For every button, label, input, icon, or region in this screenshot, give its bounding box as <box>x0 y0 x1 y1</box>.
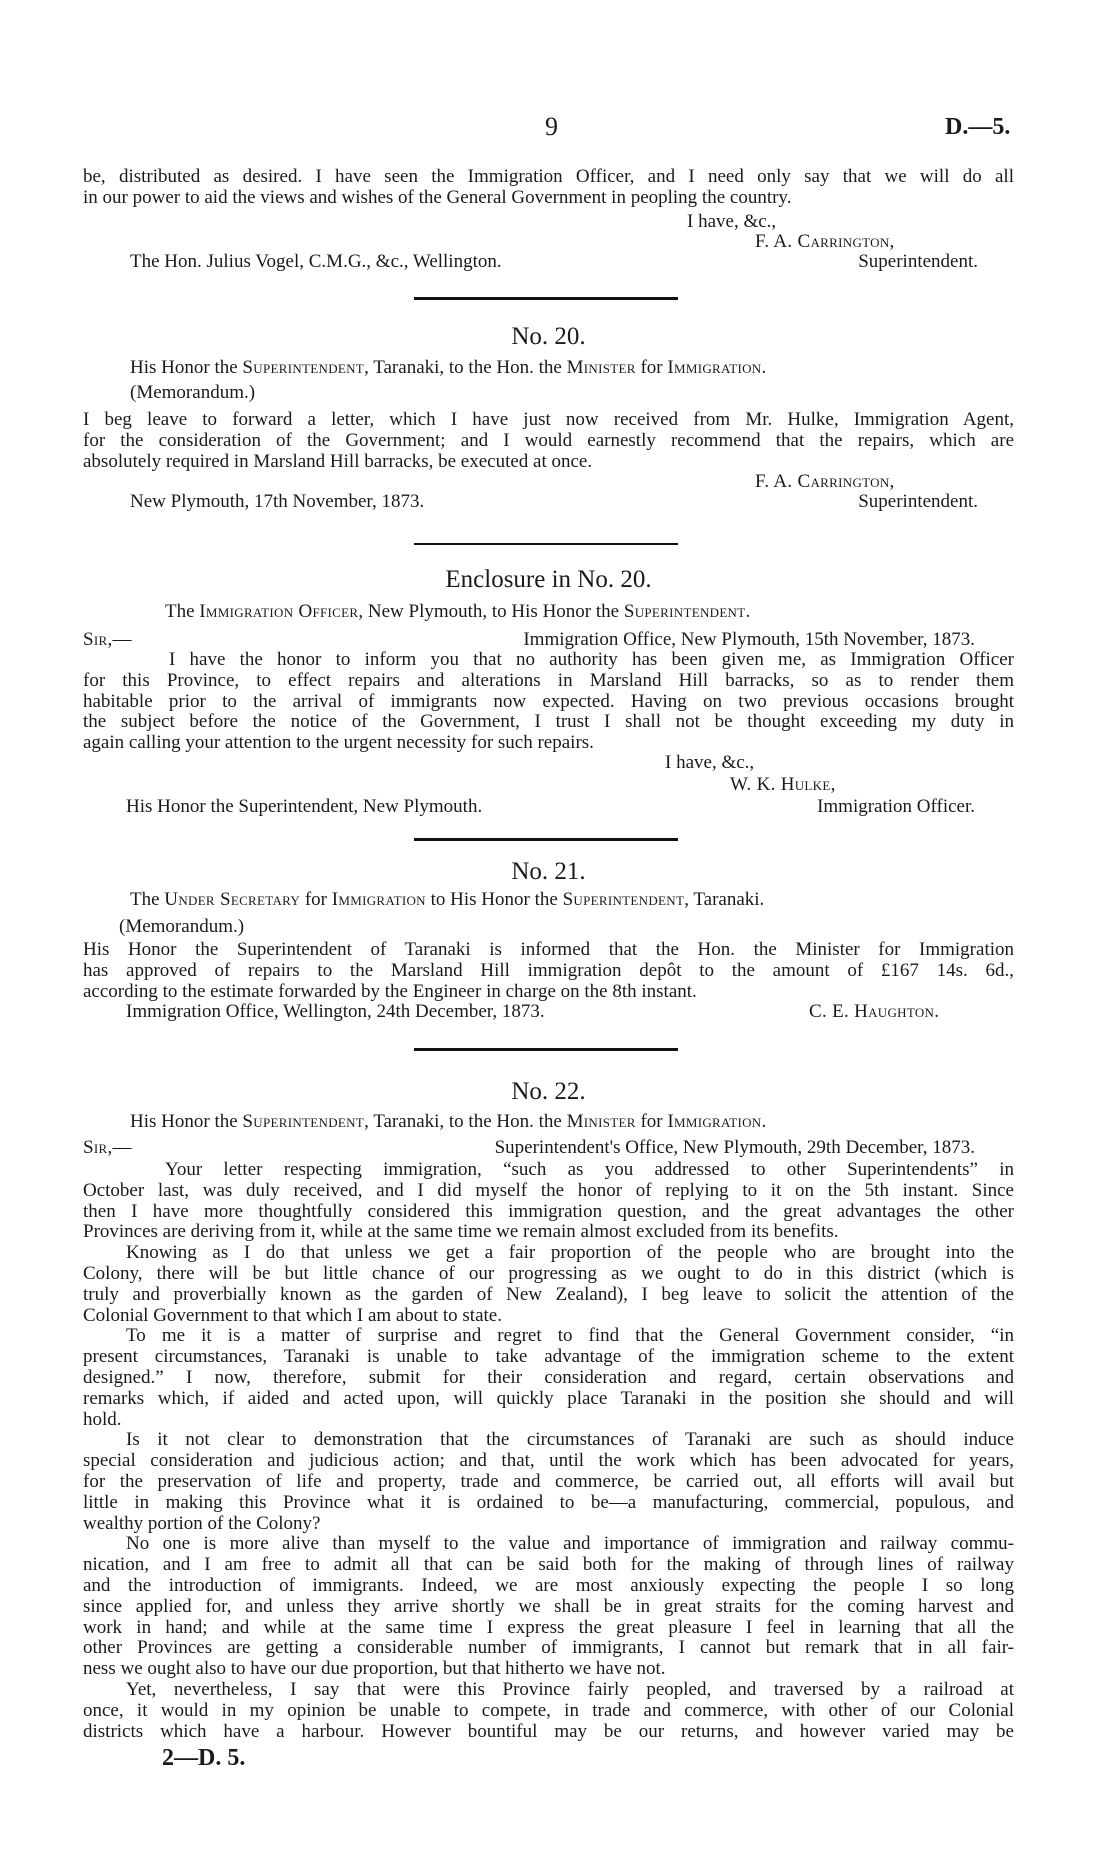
signature-mark: 2—D. 5. <box>162 1745 246 1771</box>
text-line: work in hand; and while at the same time I express the great pleasure I feel in learning that all the <box>83 1616 1014 1638</box>
text-line: absolutely required in Marsland Hill barracks, be executed at once. <box>83 450 593 472</box>
salutation: Sir,— <box>83 629 132 650</box>
signer-title: Superintendent. <box>858 491 978 512</box>
text-line: Yet, nevertheless, I say that were this Province fairly peopled, and traversed by a railroad at <box>126 1678 1014 1700</box>
text-line: I beg leave to forward a letter, which I have just now received from Mr. Hulke, Immigration Agent, <box>83 409 1014 430</box>
letter-heading <box>130 357 766 378</box>
text-line: present circumstances, Taranaki is unable to take advantage of the immigration scheme to the extent <box>83 1346 1014 1368</box>
section-title-no-20: No. 20. <box>511 323 586 350</box>
text-line: Colonial Government to that which I am about to state. <box>83 1304 502 1326</box>
text-line: ness we ought also to have our due proportion, but that hitherto we have not. <box>83 1658 666 1680</box>
heading-role: Under Secretary <box>164 889 301 910</box>
dateline: Immigration Office, New Plymouth, 15th November, 1873. <box>523 629 975 650</box>
paragraph-continues <box>83 1680 1014 1742</box>
text-line: Is it not clear to demonstration that the circumstances of Taranaki are such as should induce <box>126 1429 1014 1451</box>
text-line: special consideration and judicious action; and that, until the work which has been advocated for years, <box>83 1450 1014 1472</box>
signer-name: F. A. Carrington, <box>755 471 895 492</box>
heading-role: Superintendent <box>623 601 746 622</box>
text-line: for the preservation of life and property, trade and commerce, be carried out, all efforts will avail but <box>83 1470 1014 1492</box>
section-divider <box>414 1048 678 1051</box>
paragraph <box>83 1534 1014 1680</box>
text-line: remarks which, if aided and acted upon, will quickly place Taranaki in the position she should and will <box>83 1387 1014 1409</box>
text-line: Provinces are deriving from it, while at the same time we remain almost excluded from its benefits. <box>83 1221 839 1243</box>
text-line: has approved of repairs to the Marsland Hill immigration depôt to the amount of £167 14s. 6d., <box>83 959 1014 981</box>
continuation-paragraph <box>83 167 1014 209</box>
section-divider <box>414 543 678 545</box>
addressee: His Honor the Superintendent, New Plymouth. <box>126 796 483 817</box>
heading-text: for <box>635 1111 668 1132</box>
heading-text: . <box>761 1111 767 1132</box>
heading-role: Immigration <box>331 889 426 910</box>
heading-text: , Taranaki, to the Hon. the <box>364 1111 567 1132</box>
document-reference: D.—5. <box>945 114 1011 140</box>
heading-role: Minister <box>566 357 636 378</box>
section-title-no-22: No. 22. <box>511 1078 586 1105</box>
section-divider <box>414 838 678 841</box>
section-divider <box>414 297 678 300</box>
paragraph <box>83 1160 1014 1243</box>
text-line: again calling your attention to the urgent necessity for such repairs. <box>83 732 594 754</box>
text-line: habitable prior to the arrival of immigrants now expected. Having on two previous occasions brought <box>83 690 1014 712</box>
heading-text: His Honor the <box>130 357 243 378</box>
text-line: for the consideration of the Government; and I would earnestly recommend that the repairs, which are <box>83 429 1014 451</box>
salutation: Sir,— <box>83 1137 132 1158</box>
closing: I have, &c., <box>687 211 777 232</box>
paragraph <box>83 1430 1014 1534</box>
heading-text: The <box>165 601 200 622</box>
closing: I have, &c., <box>665 752 755 773</box>
text-line: Colony, there will be but little chance of our progressing as we ought to do in this district (which is <box>83 1262 1014 1284</box>
paragraph <box>83 1243 1014 1326</box>
dateline: Superintendent's Office, New Plymouth, 29th December, 1873. <box>494 1137 975 1158</box>
signer-name: F. A. Carrington, <box>755 231 895 252</box>
heading-role: Immigration <box>667 357 762 378</box>
place-date: New Plymouth, 17th November, 1873. <box>130 491 425 512</box>
heading-role: Immigration Officer <box>199 601 359 622</box>
text-line: then I have more thoughtfully considered this immigration question, and the great advantages the other <box>83 1200 1014 1222</box>
text-line: and the introduction of immigrants. Indeed, we are most anxiously expecting the people I so long <box>83 1574 1014 1596</box>
text-line: truly and proverbially known as the garden of New Zealand), I beg leave to solicit the attention of the <box>83 1283 1014 1305</box>
signer-name: W. K. Hulke, <box>730 774 836 795</box>
memorandum-label: (Memorandum.) <box>119 916 245 937</box>
text-line: Your letter respecting immigration, “such as you addressed to other Superintendents” in <box>165 1159 1014 1180</box>
place-date: Immigration Office, Wellington, 24th December, 1873. <box>126 1001 545 1022</box>
letter-body <box>83 410 1014 472</box>
text-line: Knowing as I do that unless we get a fair proportion of the people who are brought into the <box>126 1242 1014 1264</box>
heading-text: for <box>300 889 332 910</box>
signer-title: Superintendent. <box>858 251 978 272</box>
text-line: districts which have a harbour. However bountiful may be our returns, and however varied may be <box>83 1720 1014 1742</box>
memorandum-body <box>83 940 1014 1002</box>
text-line: little in making this Province what it is ordained to be—a manufacturing, commercial, populous, and <box>83 1491 1014 1513</box>
heading-text: for <box>635 357 668 378</box>
heading-role: Superintendent <box>242 1111 365 1132</box>
text-line: To me it is a matter of surprise and regret to find that the General Government consider, “in <box>126 1325 1014 1347</box>
page-number: 9 <box>545 112 558 141</box>
heading-role: Immigration <box>667 1111 762 1132</box>
text-line: hold. <box>83 1408 122 1430</box>
heading-role: Superintendent <box>242 357 365 378</box>
letter-heading <box>130 1111 766 1132</box>
text-line: since applied for, and unless they arrive shortly we shall be in great straits for the coming harvest and <box>83 1595 1014 1617</box>
letter-body <box>83 650 1014 754</box>
text-line: nication, and I am free to admit all that can be said both for the making of through lines of railway <box>83 1554 1014 1576</box>
text-line: the subject before the notice of the Government, I trust I shall not be thought exceeding my duty in <box>83 711 1014 733</box>
text-line: according to the estimate forwarded by the Engineer in charge on the 8th instant. <box>83 980 697 1002</box>
text-line: October last, was duly received, and I did myself the honor of replying to it on the 5th instant. Since <box>83 1179 1014 1201</box>
text-line: No one is more alive than myself to the value and importance of immigration and railway commu- <box>126 1533 1014 1555</box>
heading-text: The <box>130 889 165 910</box>
letter-heading <box>130 889 764 910</box>
text-line: His Honor the Superintendent of Taranaki is informed that the Hon. the Minister for Immigration <box>83 939 1014 960</box>
section-title-no-21: No. 21. <box>511 858 586 885</box>
letter-heading <box>165 601 750 622</box>
heading-text: , Taranaki. <box>684 889 765 910</box>
heading-text: . <box>761 357 767 378</box>
heading-role: Superintendent <box>562 889 685 910</box>
text-line: in our power to aid the views and wishes of the General Government in peopling the country. <box>83 186 792 208</box>
heading-text: . <box>745 601 751 622</box>
signer-name: C. E. Haughton. <box>809 1001 940 1022</box>
text-line: wealthy portion of the Colony? <box>83 1512 321 1534</box>
addressee: The Hon. Julius Vogel, C.M.G., &c., Wellington. <box>130 251 502 272</box>
signer-title: Immigration Officer. <box>817 796 975 817</box>
text-line: designed.” I now, therefore, submit for their consideration and regard, certain observations and <box>83 1366 1014 1388</box>
section-title-enclosure: Enclosure in No. 20. <box>445 566 652 593</box>
letter-body <box>83 1160 1014 1742</box>
heading-text: , Taranaki, to the Hon. the <box>364 357 567 378</box>
heading-role: Minister <box>566 1111 636 1132</box>
text-line: for this Province, to effect repairs and alterations in Marsland Hill barracks, so as to render them <box>83 669 1014 691</box>
text-line: I have the honor to inform you that no authority has been given me, as Immigration Officer <box>169 649 1014 670</box>
heading-text: , New Plymouth, to His Honor the <box>358 601 624 622</box>
text-line: be, distributed as desired. I have seen the Immigration Officer, and I need only say that we will do all <box>83 166 1014 187</box>
paragraph <box>83 1326 1014 1430</box>
heading-text: His Honor the <box>130 1111 243 1132</box>
text-line: other Provinces are getting a considerable number of immigrants, I cannot but remark that in all fair- <box>83 1637 1014 1659</box>
memorandum-label: (Memorandum.) <box>130 382 256 403</box>
text-line: once, it would in my opinion be unable to compete, in trade and commerce, with other of our Colonial <box>83 1699 1014 1721</box>
heading-text: to His Honor the <box>425 889 563 910</box>
